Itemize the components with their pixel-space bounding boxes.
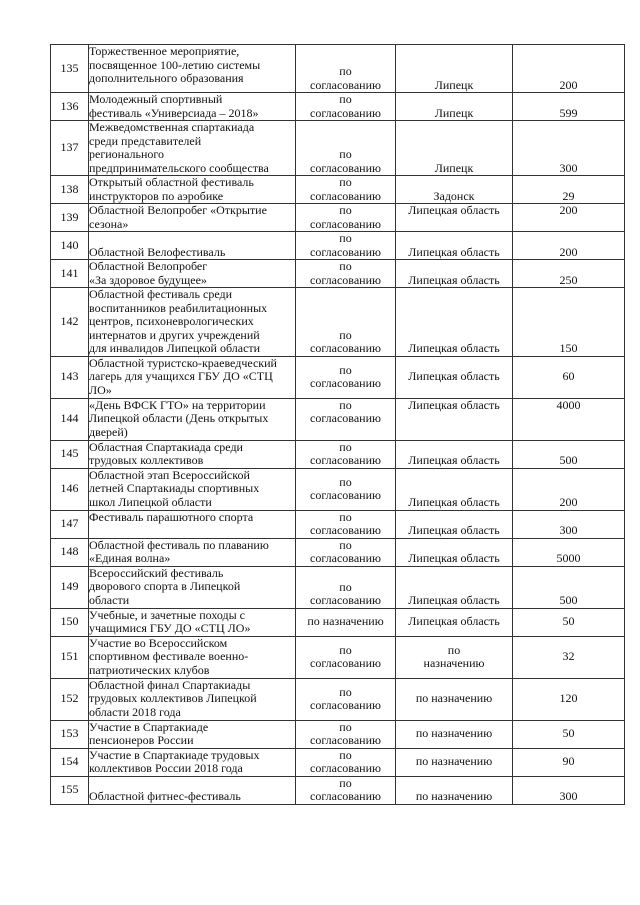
location-cell (396, 566, 513, 608)
event-name-cell-line: для инвалидов Липецкой области (89, 341, 261, 355)
event-name-cell-line: ЛО» (89, 382, 112, 397)
location-cell-line: назначению (423, 656, 485, 670)
event-name-cell (89, 720, 296, 748)
table-row (51, 440, 625, 468)
terms-cell-line: согласованию (310, 160, 381, 175)
terms-cell-line: согласованию (310, 411, 381, 425)
location-cell-line: Липецкая область (408, 551, 500, 565)
terms-cell-line: согласованию (310, 341, 381, 355)
location-cell (396, 176, 513, 204)
event-name-cell (89, 566, 296, 608)
event-name-cell-line: «День ВФСК ГТО» на территории (89, 397, 266, 412)
event-name-cell-line: школ Липецкой области (89, 494, 212, 509)
terms-cell-line: согласованию (310, 698, 381, 712)
terms-cell (296, 93, 396, 121)
terms-cell-line: согласованию (310, 488, 381, 502)
terms-cell-line: по (339, 509, 352, 524)
participants-cell-line: 200 (559, 77, 578, 92)
location-cell (396, 720, 513, 748)
table-row (51, 93, 625, 121)
participants-cell-line: 300 (559, 160, 578, 175)
participants-cell-line: 50 (562, 726, 575, 741)
event-name-cell-line: «Единая волна» (89, 551, 171, 565)
location-cell-line: Липецкая область (408, 523, 500, 537)
event-name-cell-line: Областной Велофестиваль (89, 244, 226, 259)
terms-cell-line: согласованию (310, 761, 381, 775)
location-cell (396, 678, 513, 720)
row-number-cell: 144 (51, 398, 89, 440)
table-row (51, 176, 625, 204)
event-name-cell (89, 636, 296, 678)
table-row (51, 121, 625, 176)
event-name-cell-line: Фестиваль парашютного спорта (89, 509, 254, 524)
terms-cell (296, 260, 396, 288)
participants-cell (513, 176, 625, 204)
event-name-cell-line: области (89, 592, 130, 607)
location-cell (396, 260, 513, 288)
participants-cell-line: 300 (559, 789, 578, 803)
table-row (51, 748, 625, 776)
event-name-cell (89, 121, 296, 176)
row-number-cell: 142 (51, 288, 89, 357)
terms-cell-line: согласованию (310, 77, 381, 92)
event-name-cell-line: инструкторов по аэробике (89, 188, 224, 203)
location-cell-line: по назначению (415, 789, 493, 803)
location-cell-line: Липецк (434, 160, 474, 175)
event-name-cell (89, 440, 296, 468)
location-cell (396, 636, 513, 678)
row-number-cell: 143 (51, 356, 89, 398)
participants-cell (513, 566, 625, 608)
terms-cell-line: по (339, 64, 352, 78)
participants-cell-line: 60 (562, 369, 575, 384)
event-name-cell (89, 748, 296, 776)
location-cell-line: по назначению (415, 726, 493, 741)
location-cell-line: Липецкая область (408, 614, 500, 629)
event-name-cell-line: сезона» (89, 216, 129, 231)
terms-cell-line: по (339, 642, 352, 657)
location-cell-line: по (447, 642, 461, 657)
terms-cell-line: по (339, 684, 352, 699)
location-cell-line: Липецкая область (408, 369, 500, 384)
terms-cell (296, 636, 396, 678)
location-cell (396, 232, 513, 260)
terms-cell-line: согласованию (310, 453, 381, 467)
event-name-cell-line: Открытый областной фестиваль (89, 175, 254, 189)
event-name-cell-line: трудовых коллективов (89, 453, 204, 467)
terms-cell (296, 678, 396, 720)
location-cell (396, 468, 513, 510)
location-cell (396, 356, 513, 398)
event-name-cell-line: пенсионеров России (89, 733, 194, 747)
table-row (51, 468, 625, 510)
location-cell-line: Липецкая область (408, 593, 500, 607)
event-name-cell-line: Учебные, и зачетные походы с (89, 607, 246, 622)
participants-cell-line: 500 (559, 593, 578, 607)
event-name-cell (89, 93, 296, 121)
location-cell-line: Липецкая область (408, 244, 500, 259)
event-name-cell (89, 468, 296, 510)
event-name-cell-line: дворового спорта в Липецкой (89, 579, 241, 593)
terms-cell-line: согласованию (310, 523, 381, 537)
terms-cell (296, 356, 396, 398)
event-name-cell (89, 288, 296, 357)
terms-cell-line: по (339, 397, 352, 412)
terms-cell-line: по (339, 719, 352, 734)
event-name-cell-line: Участие во Всероссийском (89, 635, 228, 650)
event-name-cell-line: дополнительного образования (89, 71, 244, 85)
event-name-cell (89, 538, 296, 566)
participants-cell (513, 45, 625, 93)
location-cell (396, 121, 513, 176)
event-name-cell-line: Областной Велопробег «Открытие (89, 203, 267, 217)
terms-cell (296, 468, 396, 510)
event-name-cell-line: Липецкой области (День открытых (89, 411, 269, 425)
event-name-cell-line: посвященное 100-летию системы (89, 57, 261, 72)
event-name-cell-line: предпринимательского сообщества (89, 160, 269, 175)
event-name-cell (89, 45, 296, 93)
event-name-cell-line: патриотических клубов (89, 662, 210, 677)
terms-cell-line: по (339, 474, 352, 489)
terms-cell (296, 121, 396, 176)
event-name-cell-line: области 2018 года (89, 704, 181, 719)
event-name-cell (89, 232, 296, 260)
event-name-cell-line: Областной финал Спартакиады (89, 677, 251, 692)
event-name-cell-line: «За здоровое будущее» (89, 272, 207, 287)
participants-cell-line: 32 (562, 649, 575, 664)
location-cell-line: Задонск (433, 188, 475, 203)
participants-cell-line: 300 (559, 523, 578, 537)
row-number-cell: 154 (51, 748, 89, 776)
participants-cell-line: 250 (559, 272, 578, 287)
row-number-cell: 138 (51, 176, 89, 204)
event-name-cell-line: регионального (89, 147, 165, 161)
participants-cell (513, 440, 625, 468)
table-row (51, 260, 625, 288)
event-name-cell-line: Областной фестиваль среди (89, 287, 233, 301)
location-cell-line: Липецкая область (408, 203, 500, 217)
table-row (51, 720, 625, 748)
terms-cell-line: по (339, 203, 352, 217)
participants-cell-line: 150 (559, 341, 578, 355)
participants-cell (513, 356, 625, 398)
participants-cell (513, 288, 625, 357)
location-cell (396, 45, 513, 93)
terms-cell-line: согласованию (310, 789, 381, 803)
table-row (51, 356, 625, 398)
event-name-cell (89, 204, 296, 232)
participants-cell (513, 468, 625, 510)
events-table-body (51, 45, 625, 805)
participants-cell-line: 500 (559, 453, 578, 467)
participants-cell-line: 120 (559, 691, 578, 706)
participants-cell (513, 776, 625, 804)
table-row (51, 776, 625, 804)
event-name-cell-line: Межведомственная спартакиада (89, 120, 255, 134)
terms-cell-line: по (339, 362, 352, 377)
table-row (51, 232, 625, 260)
event-name-cell-line: трудовых коллективов Липецкой (89, 691, 257, 705)
terms-cell (296, 776, 396, 804)
terms-cell (296, 204, 396, 232)
participants-cell (513, 748, 625, 776)
location-cell-line: по назначению (415, 691, 493, 706)
event-name-cell-line: Областной Велопробег (89, 259, 208, 273)
participants-cell-line: 599 (559, 105, 578, 120)
terms-cell (296, 720, 396, 748)
event-name-cell-line: Областной фестиваль по плаванию (89, 537, 269, 552)
event-name-cell-line: Областной туристско-краеведческий (89, 355, 277, 370)
event-name-cell-line: лагерь для учащихся ГБУ ДО «СТЦ (89, 369, 273, 383)
location-cell-line: Липецкая область (408, 453, 500, 467)
terms-cell (296, 176, 396, 204)
participants-cell (513, 93, 625, 121)
terms-cell (296, 45, 396, 93)
event-name-cell-line: спортивном фестивале военно- (89, 649, 249, 663)
participants-cell (513, 510, 625, 538)
row-number-cell: 140 (51, 232, 89, 260)
location-cell-line: по назначению (415, 754, 493, 769)
table-row (51, 288, 625, 357)
terms-cell-line: согласованию (310, 593, 381, 607)
table-row (51, 398, 625, 440)
participants-cell (513, 260, 625, 288)
participants-cell (513, 538, 625, 566)
terms-cell-line: по (339, 231, 352, 245)
location-cell (396, 204, 513, 232)
terms-cell-line: по (339, 579, 352, 594)
row-number-cell: 146 (51, 468, 89, 510)
terms-cell-line: согласованию (310, 105, 381, 120)
event-name-cell (89, 510, 296, 538)
event-name-cell-line: Участие в Спартакиаде трудовых (89, 747, 260, 762)
terms-cell-line: согласованию (310, 216, 381, 231)
terms-cell-line: по (339, 537, 352, 552)
location-cell (396, 398, 513, 440)
terms-cell (296, 288, 396, 357)
location-cell-line: Липецкая область (408, 272, 500, 287)
location-cell (396, 93, 513, 121)
terms-cell-line: согласованию (310, 376, 381, 390)
location-cell-line: Липецкая область (408, 495, 500, 509)
participants-cell (513, 608, 625, 636)
event-name-cell-line: Участие в Спартакиаде (89, 719, 209, 734)
participants-cell-line: 200 (559, 495, 578, 509)
event-name-cell-line: центров, психоневрологических (89, 314, 254, 328)
event-name-cell-line: коллективов России 2018 года (89, 761, 243, 775)
table-row (51, 45, 625, 93)
terms-cell-line: по (339, 327, 352, 342)
terms-cell-line: согласованию (310, 188, 381, 203)
participants-cell-line: 90 (562, 754, 575, 769)
location-cell (396, 608, 513, 636)
terms-cell (296, 566, 396, 608)
location-cell-line: Липецкая область (408, 397, 500, 412)
row-number-cell: 155 (51, 776, 89, 804)
row-number-cell: 149 (51, 566, 89, 608)
participants-cell-line: 29 (562, 188, 575, 203)
event-name-cell (89, 678, 296, 720)
terms-cell-line: по (339, 259, 352, 273)
row-number-cell: 147 (51, 510, 89, 538)
event-name-cell-line: воспитанников реабилитационных (89, 300, 268, 315)
location-cell (396, 538, 513, 566)
terms-cell (296, 440, 396, 468)
terms-cell-line: согласованию (310, 656, 381, 670)
participants-cell-line: 5000 (556, 551, 581, 565)
table-row (51, 204, 625, 232)
table-row (51, 510, 625, 538)
event-name-cell (89, 776, 296, 804)
location-cell-line: Липецк (434, 77, 474, 92)
event-name-cell (89, 176, 296, 204)
row-number-cell: 137 (51, 121, 89, 176)
participants-cell-line: 200 (559, 203, 578, 217)
participants-cell (513, 398, 625, 440)
row-number-cell: 136 (51, 93, 89, 121)
event-name-cell (89, 398, 296, 440)
participants-cell (513, 636, 625, 678)
terms-cell-line: согласованию (310, 551, 381, 565)
event-name-cell-line: Всероссийский фестиваль (89, 565, 224, 580)
table-row (51, 636, 625, 678)
location-cell (396, 288, 513, 357)
event-name-cell (89, 356, 296, 398)
row-number-cell: 153 (51, 720, 89, 748)
event-name-cell-line: учащимися ГБУ ДО «СТЦ ЛО» (89, 621, 251, 635)
terms-cell (296, 510, 396, 538)
event-name-cell-line: дверей) (89, 424, 128, 439)
events-table (50, 44, 625, 805)
event-name-cell (89, 608, 296, 636)
event-name-cell-line: Молодежный спортивный (89, 92, 223, 106)
row-number-cell: 135 (51, 45, 89, 93)
event-name-cell-line: Областная Спартакиада среди (89, 439, 243, 454)
location-cell (396, 748, 513, 776)
terms-cell (296, 232, 396, 260)
terms-cell-line: согласованию (310, 244, 381, 259)
terms-cell-line: по (339, 747, 352, 762)
event-name-cell-line: среди представителей (89, 133, 202, 148)
terms-cell (296, 748, 396, 776)
participants-cell (513, 232, 625, 260)
participants-cell-line: 200 (559, 244, 578, 259)
terms-cell (296, 398, 396, 440)
location-cell (396, 510, 513, 538)
terms-cell-line: по (339, 775, 352, 790)
row-number-cell: 141 (51, 260, 89, 288)
table-row (51, 678, 625, 720)
event-name-cell-line: летней Спартакиады спортивных (89, 481, 260, 495)
terms-cell (296, 538, 396, 566)
event-name-cell-line: Торжественное мероприятие, (89, 44, 240, 58)
event-name-cell-line: фестиваль «Универсиада – 2018» (89, 105, 259, 120)
row-number-cell: 139 (51, 204, 89, 232)
participants-cell (513, 121, 625, 176)
terms-cell-line: по (339, 439, 352, 454)
location-cell (396, 440, 513, 468)
row-number-cell: 150 (51, 608, 89, 636)
terms-cell-line: по назначению (307, 614, 384, 629)
table-row (51, 566, 625, 608)
terms-cell-line: согласованию (310, 272, 381, 287)
location-cell-line: Липецк (434, 105, 474, 120)
table-row (51, 538, 625, 566)
participants-cell (513, 720, 625, 748)
terms-cell (296, 608, 396, 636)
location-cell-line: Липецкая область (408, 341, 500, 355)
terms-cell-line: по (339, 175, 352, 189)
row-number-cell: 148 (51, 538, 89, 566)
participants-cell-line: 4000 (556, 397, 581, 412)
terms-cell-line: по (339, 147, 352, 161)
event-name-cell-line: Областной этап Всероссийской (89, 467, 250, 482)
row-number-cell: 152 (51, 678, 89, 720)
event-name-cell (89, 260, 296, 288)
table-row (51, 608, 625, 636)
event-name-cell-line: интернатов и других учреждений (89, 327, 260, 342)
row-number-cell: 145 (51, 440, 89, 468)
participants-cell (513, 678, 625, 720)
row-number-cell: 151 (51, 636, 89, 678)
location-cell (396, 776, 513, 804)
terms-cell-line: согласованию (310, 733, 381, 747)
participants-cell (513, 204, 625, 232)
participants-cell-line: 50 (562, 614, 575, 629)
terms-cell-line: по (339, 92, 352, 106)
event-name-cell-line: Областной фитнес-фестиваль (89, 789, 241, 803)
